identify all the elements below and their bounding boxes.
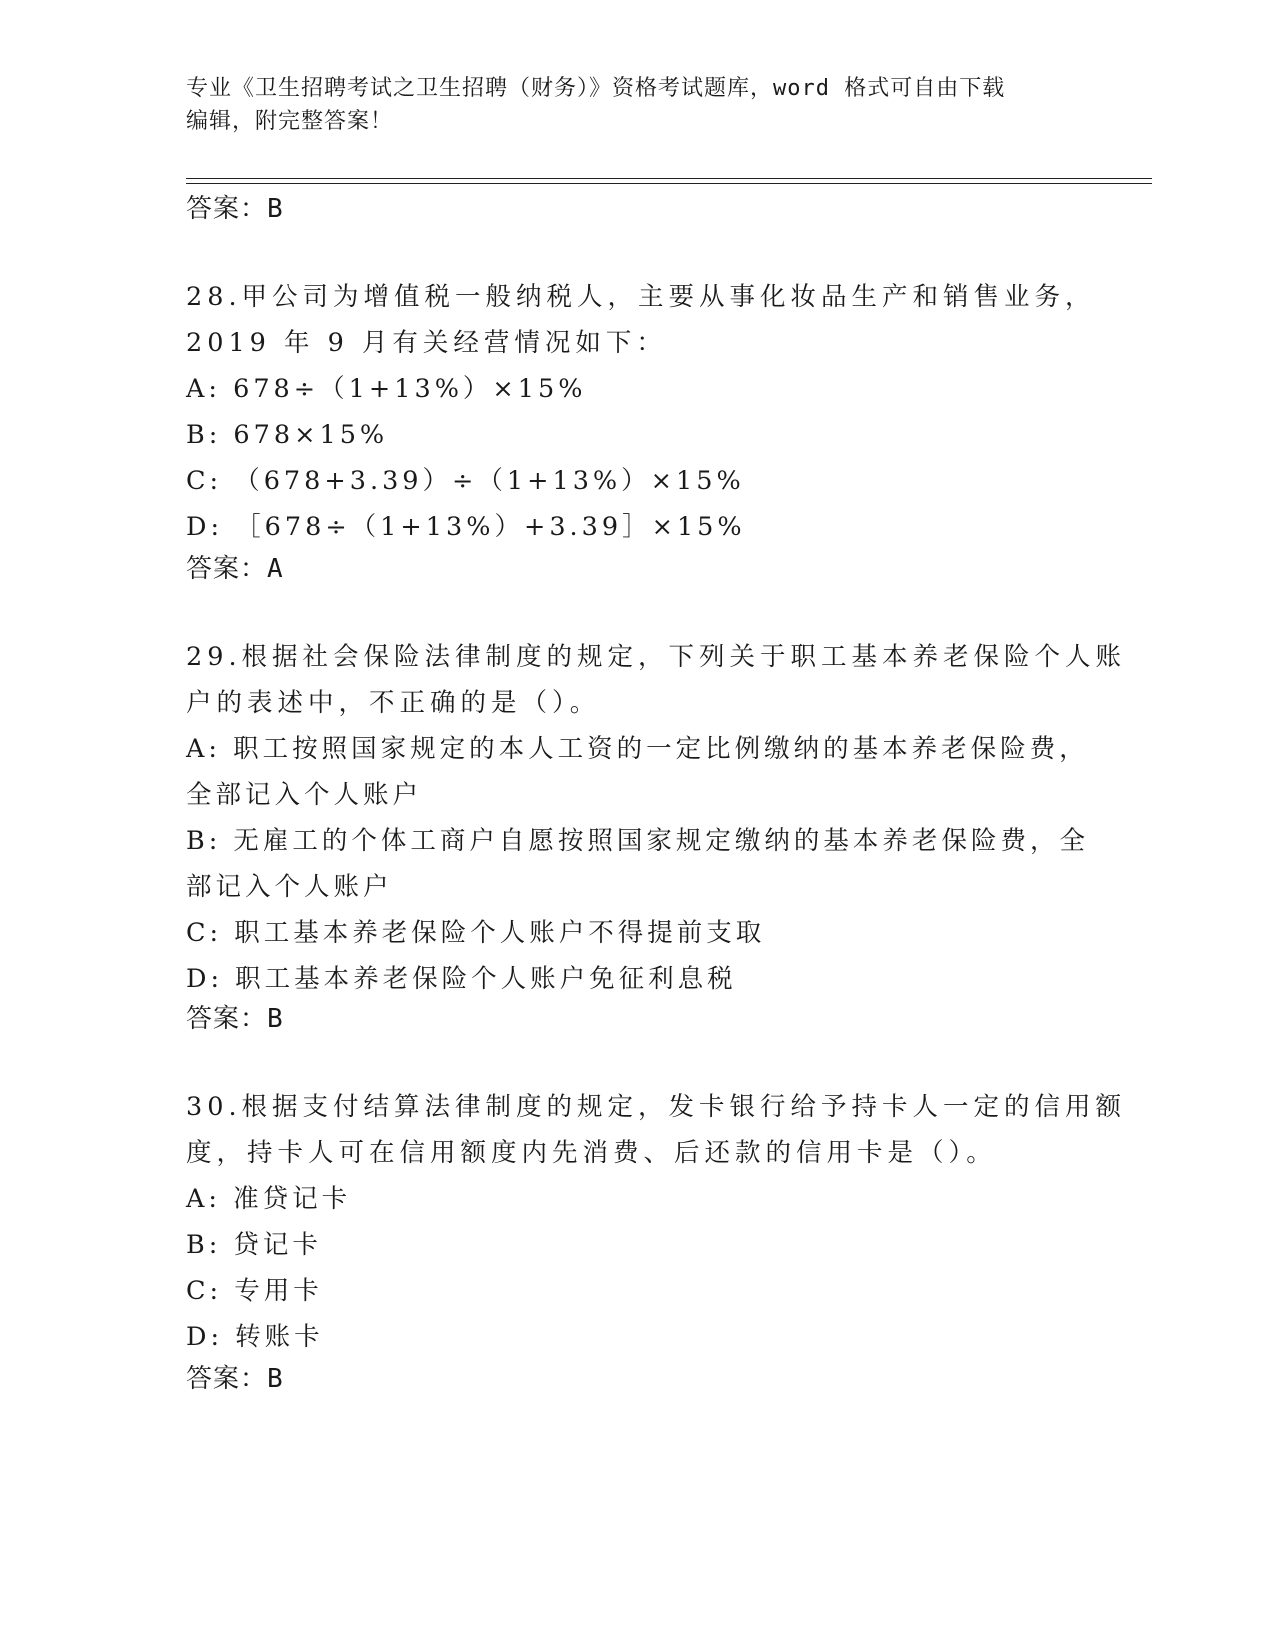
question-30-option-a: A: 准贷记卡 [186,1184,352,1214]
question-29-option-a: A: 职工按照国家规定的本人工资的一定比例缴纳的基本养老保险费， [186,734,1089,764]
question-30-option-c: C: 专用卡 [186,1276,323,1306]
question-28-option-b: B: 678×15% [186,420,389,450]
header-divider-top [186,178,1152,179]
question-28-option-c: C: （678+3.39）÷（1+13%）×15% [186,466,745,496]
header-line-2: 编辑，附完整答案！ [186,109,394,134]
answer-28: 答案：A [186,554,284,584]
question-29-stem-1: 29.根据社会保险法律制度的规定，下列关于职工基本养老保险个人账 [186,642,1127,672]
question-29-option-d: D: 职工基本养老保险个人账户免征利息税 [186,964,737,994]
question-30-stem-1: 30.根据支付结算法律制度的规定，发卡银行给予持卡人一定的信用额 [186,1092,1127,1122]
question-28-stem-2: 2019 年 9 月有关经营情况如下： [186,328,667,358]
document-header [186,72,1086,138]
answer-29: 答案：B [186,1004,284,1034]
question-29-option-b-cont: 部记入个人账户 [186,872,393,902]
question-28 [186,274,1096,550]
question-30-option-b: B: 贷记卡 [186,1230,322,1260]
header-divider-bottom [186,183,1152,184]
question-28-option-d: D: ［678÷（1+13%）+3.39］×15% [186,512,746,542]
question-29-option-a-cont: 全部记入个人账户 [186,780,423,810]
question-28-stem-1: 28.甲公司为增值税一般纳税人，主要从事化妆品生产和销售业务， [186,282,1096,312]
question-29-option-b: B: 无雇工的个体工商户自愿按照国家规定缴纳的基本养老保险费，全 [186,826,1089,856]
answer-27: 答案：B [186,194,284,224]
header-line-1: 专业《卫生招聘考试之卫生招聘（财务）》资格考试题库，word 格式可自由下载 [186,76,1006,101]
question-28-option-a: A: 678÷（1+13%）×15% [186,374,587,404]
question-30-option-d: D: 转账卡 [186,1322,324,1352]
question-29-option-c: C: 职工基本养老保险个人账户不得提前支取 [186,918,766,948]
question-29-stem-2: 户的表述中，不正确的是（）。 [186,688,601,718]
question-29 [186,634,1127,1002]
question-30 [186,1084,1127,1360]
question-30-stem-2: 度，持卡人可在信用额度内先消费、后还款的信用卡是（）。 [186,1138,997,1168]
answer-30: 答案：B [186,1364,284,1394]
